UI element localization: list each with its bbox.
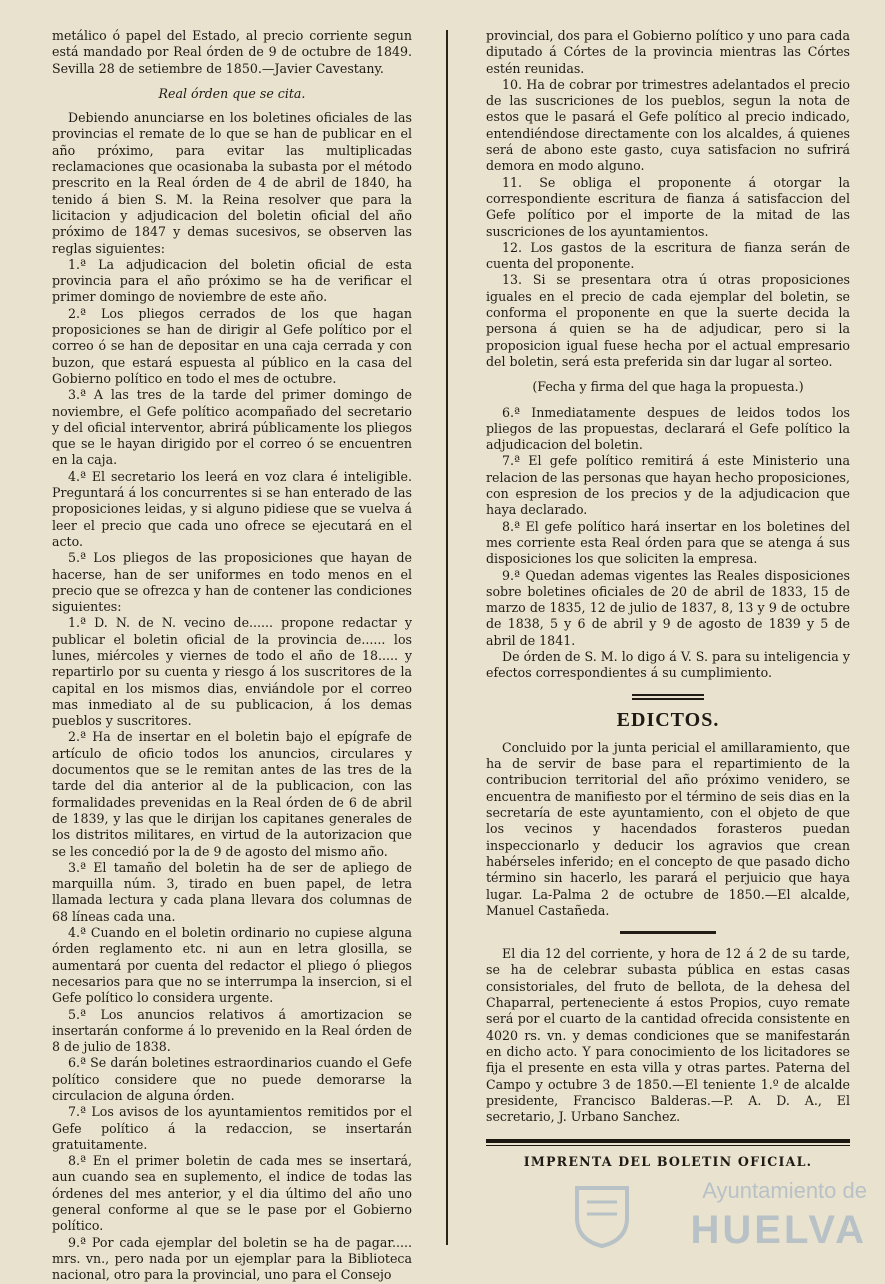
condition-10: 10. Ha de cobrar por trimestres adelantados el precio de las suscriciones de los pueblos, segun la nota de estos que le pasará el Gefe político al precio indicado, entendiéndose directamente con los alcaldes, á quienes será de abono este gasto, cuya satisfacion no sufrirá demora en modo alguno. [486,76,850,174]
condition-12: 12. Los gastos de la escritura de fianza serán de cuenta del proponente. [486,239,850,272]
right-column [486,28,850,1171]
citation-heading: Real órden que se cita. [158,85,306,101]
condition-7: 7.ª Los avisos de los ayuntamientos remitidos por el Gefe político á la redaccion, se insertarán gratuitamente. [52,1104,412,1152]
printer-imprint: IMPRENTA DEL BOLETIN OFICIAL. [523,1154,813,1170]
continuation-paragraph: provincial, dos para el Gobierno político y uno para cada diputado á Córtes de la provincia mientras las Córtes estén reunidas. [486,28,850,76]
rule-5: 5.ª Los pliegos de las proposiciones que hayan de hacerse, han de ser uniformes en todo menos en el precio que se ofrezca y han de contener las condiciones siguientes: [52,550,412,615]
left-column [52,28,412,1284]
edict-subasta: El dia 12 del corriente, y hora de 12 á 2 de su tarde, se ha de celebrar subasta pública en estas casas consistoriales, del fruto de bellota, de la dehesa del Chaparral, perteneciente á estos Propios, cuyo remate será por el cuarto de la cantidad ofrecida consistente en 4020 rs. vn. y demas condiciones que se manifestarán en dicho acto. Y para conocimiento de los licitadores se fija el presente en esta villa y otras partes. Paterna del Campo y octubre 3 de 1850.—El teniente 1.º de alcalde presidente, Francisco Balderas.—P. A. D. A., El secretario, J. Urbano Sanchez. [486,946,850,1125]
body-paragraph: Debiendo anunciarse en los boletines oficiales de las provincias el remate de lo que se han de publicar en el año próximo, para evitar las multiplicadas reclamaciones que ocasionaba la subasta por el método prescrito en la Real órden de 4 de abril de 1840, ha tenido á bien S. M. la Reina resolver que para la licitacion y adjudicacion del boletin oficial del año próximo de 1847 y demas sucesivos, se observen las reglas siguientes: [52,110,412,256]
condition-11: 11. Se obliga el proponente á otorgar la correspondiente escritura de fianza á satisfaccion del Gefe político por el importe de la mitad de las suscriciones de los ayuntamientos. [486,174,850,239]
column-divider [446,30,448,1245]
condition-5: 5.ª Los anuncios relativos á amortizacion se insertarán conforme á lo prevenido en la Real órden de 8 de julio de 1838. [52,1006,412,1055]
shield-icon [567,1180,637,1250]
condition-4: 4.ª Cuando en el boletin ordinario no cupiese alguna órden reglamento etc. ni aun en letra glosilla, se aumentará por cuenta del redactor el pliego ó pliegos necesarios para que no se interrumpa la insercion, si el Gefe político lo considera urgente. [52,925,412,1006]
edictos-heading: EDICTOS. [616,708,720,731]
condition-8: 8.ª En el primer boletin de cada mes se insertará, aun cuando sea en suplemento, el indice de todas las órdenes del mes anterior, y el dia último del año uno general conforme al que se le pase por el Gobierno político. [52,1153,412,1234]
rule-9: 9.ª Quedan ademas vigentes las Reales disposiciones sobre boletines oficiales de 20 de abril de 1833, 15 de marzo de 1835, 12 de julio de 1837, 8, 13 y 9 de octubre de 1838, 5 y 6 de abril y 9 de agosto de 1839 y 5 de abril de 1841. [486,567,850,648]
rule-3: 3.ª A las tres de la tarde del primer domingo de noviembre, el Gefe político acompañado del secretario y del oficial interventor, abrirá públicamente los pliegos que se le hayan dirigido por el correo ó se encuentren en la caja. [52,387,412,468]
edict-amillaramiento: Concluido por la junta pericial el amillaramiento, que ha de servir de base para el repartimiento de la contribucion territorial del año próximo venidero, se encuentra de manifiesto por el término de seis dias en la secretaría de este ayuntamiento, con el objeto de que los vecinos y hacendados forasteros puedan inspeccionarlo y deducir los agravios que crean habérseles inferido; en el concepto de que pasado dicho término sin hacerlo, les parará el perjuicio que haya lugar. La-Palma 2 de octubre de 1850.—El alcalde, Manuel Castañeda. [486,739,850,918]
condition-2: 2.ª Ha de insertar en el boletin bajo el epígrafe de artículo de oficio todos los anuncios, circulares y documentos que se le remitan antes de las tres de la tarde del dia anterior al de la publicacion, con las formalidades prevenidas en la Real órden de 6 de abril de 1839, y las que le dirijan los capitanes generales de los distritos militares, en virtud de la autorizacion que se les concedió por la de 9 de agosto del mismo año. [52,729,412,859]
condition-3: 3.ª El tamaño del boletin ha de ser de apliego de marquilla núm. 3, tirado en buen papel, de letra llamada lectura y cada plana llevara dos columnas de 68 líneas cada una. [52,859,412,924]
footer-rule [486,1139,850,1146]
rule-1: 1.ª La adjudicacion del boletin oficial de esta provincia para el año próximo se ha de verificar el primer domingo de noviembre de este año. [52,256,412,305]
watermark-line1: Ayuntamiento de [702,1178,867,1203]
rule-4: 4.ª El secretario los leerá en voz clara é inteligible. Preguntará á los concurrentes si se han enterado de las proposiciones leidas, y si alguno pidiese que se vuelva á leer el precio que cada uno ofrece se ejecutará en el acto. [52,468,412,549]
rule-2: 2.ª Los pliegos cerrados de los que hagan proposiciones se han de dirigir al Gefe político por el correo ó se han de depositar en una caja cerrada y con buzon, que estará espuesta al público en la casa del Gobierno político en todo el mes de octubre. [52,305,412,386]
opening-paragraph: metálico ó papel del Estado, al precio corriente segun está mandado por Real órden de 9 de octubre de 1849. Sevilla 28 de setiembre de 1850.—Javier Cavestany. [52,28,412,76]
watermark-line2: HUELVA [690,1208,867,1252]
condition-13: 13. Si se presentara otra ú otras proposiciones iguales en el precio de cada ejemplar del boletin, se conforma el proponente en que la suerte decida la persona á quien se ha de adjudicar, pero si la proposicion igual fuese hecha por el actual empresario del boletin, será esta preferida sin dar lugar al sorteo. [486,272,850,369]
date-signature-note: (Fecha y firma del que haga la propuesta.) [532,379,804,395]
section-separator [632,694,704,700]
rule-6: 6.ª Inmediatamente despues de leidos todos los pliegos de las propuestas, declarará el Gefe político la adjudicacion del boletin. [486,404,850,453]
watermark [567,1170,867,1260]
edict-separator [620,931,716,934]
closing-formula: De órden de S. M. lo digo á V. S. para su inteligencia y efectos correspondientes á su cumplimiento. [486,648,850,681]
condition-1: 1.ª D. N. de N. vecino de...... propone redactar y publicar el boletin oficial de la provincia de...... los lunes, miércoles y viernes de todo el año de 18..... y repartirlo por su cuenta y riesgo á los suscritores de la capital en los mismos dias, enviándole por el correo mas inmediato al de su publicacion, á los demas pueblos y suscritores. [52,615,412,729]
rule-7: 7.ª El gefe político remitirá á este Ministerio una relacion de las personas que hayan hecho proposiciones, con espresion de los precios y de la adjudicacion que haya declarado. [486,453,850,518]
condition-9: 9.ª Por cada ejemplar del boletin se ha de pagar..... mrs. vn., pero nada por un ejemplar para la Biblioteca nacional, otro para la provincial, uno para el Consejo [52,1234,412,1283]
rule-8: 8.ª El gefe político hará insertar en los boletines del mes corriente esta Real órden para que se atenga á sus disposiciones los que soliciten la empresa. [486,518,850,567]
condition-6: 6.ª Se darán boletines estraordinarios cuando el Gefe político considere que no puede demorarse la circulacion de alguna órden. [52,1055,412,1103]
